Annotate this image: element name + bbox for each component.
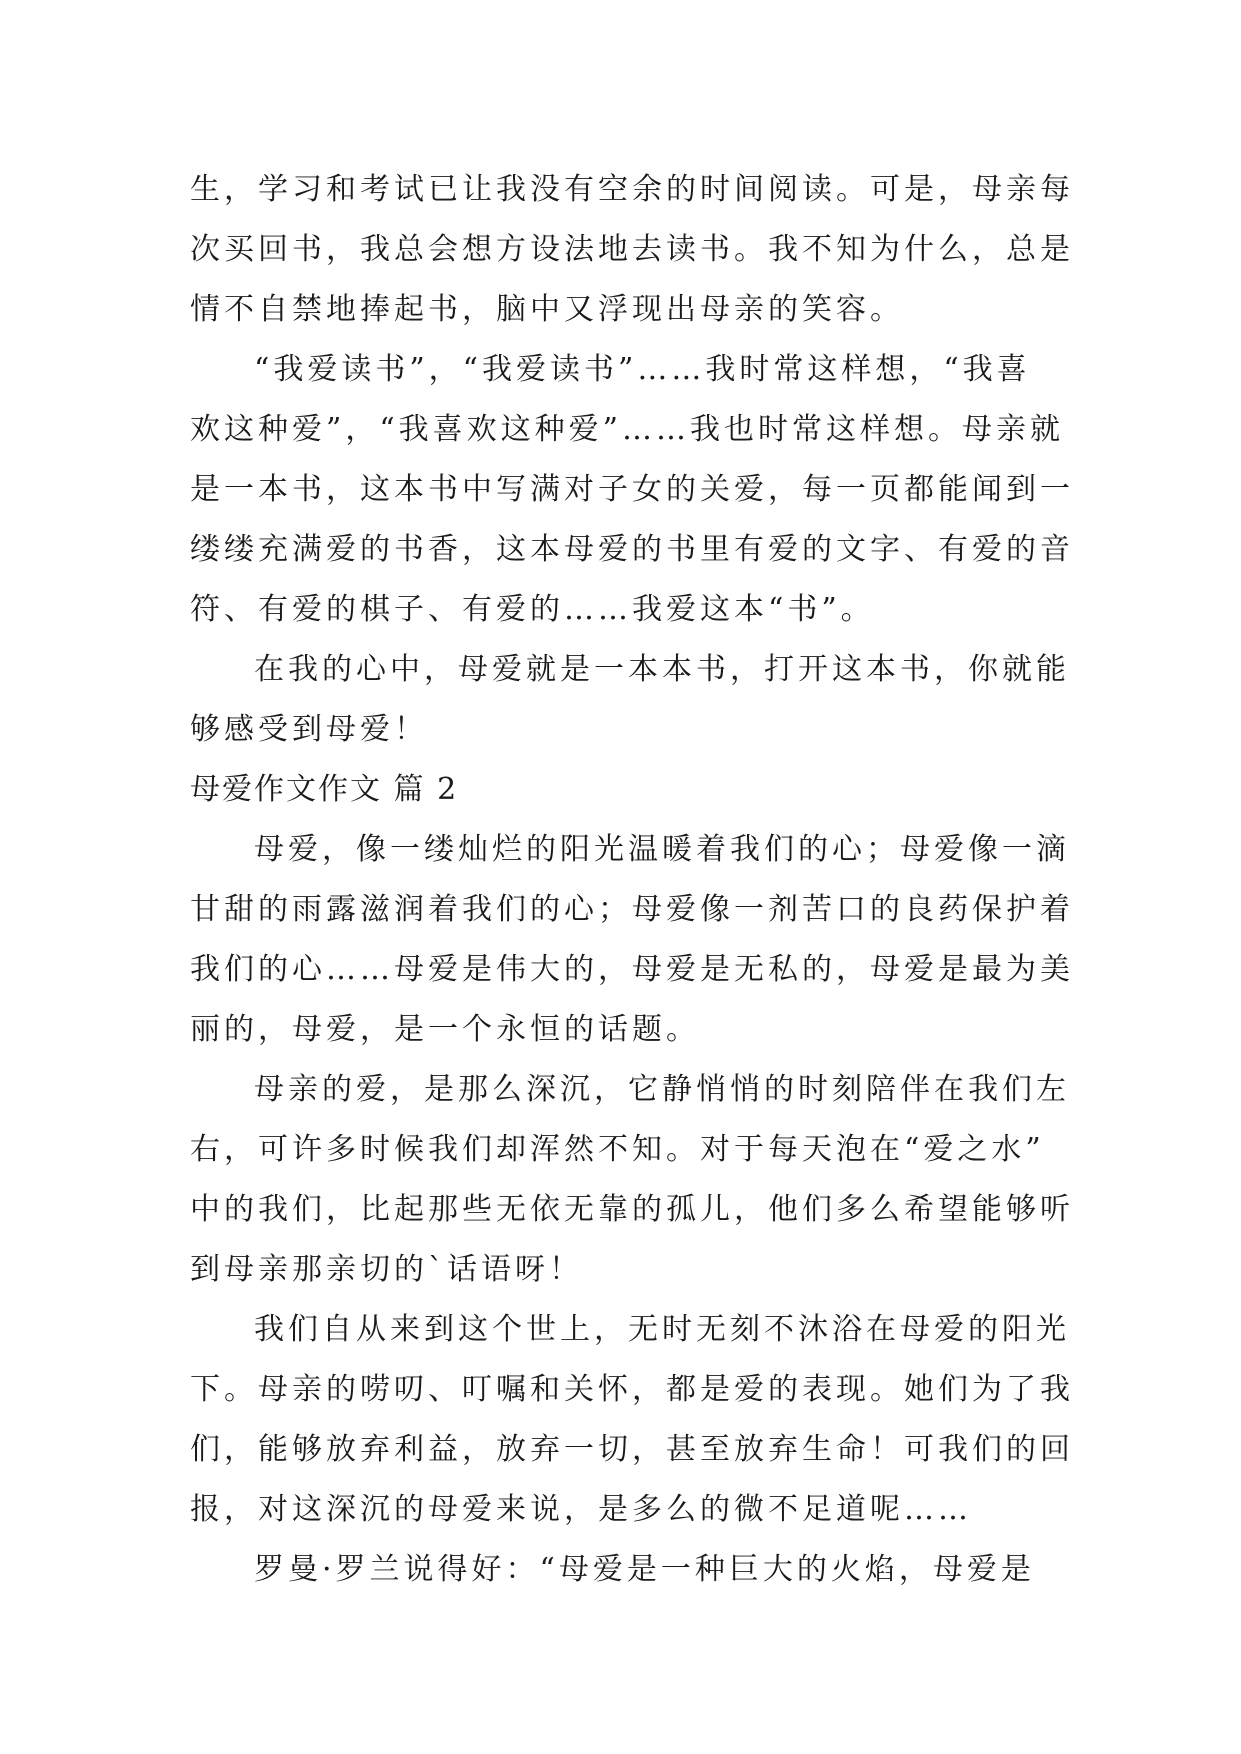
text-line: 生，学习和考试已让我没有空余的时间阅读。可是，母亲每	[190, 172, 1074, 207]
document-body	[190, 160, 1074, 1600]
section-heading: 母爱作文作文 篇 2	[190, 772, 459, 807]
paragraph-start-line: 母爱，像一缕灿烂的阳光温暖着我们的心；母爱像一滴	[254, 832, 1070, 867]
text-line: 右，可许多时候我们却浑然不知。对于每天泡在“爱之水”	[190, 1132, 1045, 1167]
paragraph-start-line: 罗曼·罗兰说得好：“母爱是一种巨大的火焰，母爱是	[254, 1552, 1035, 1587]
text-line: 到母亲那亲切的`话语呀！	[190, 1252, 583, 1287]
text-line: 报，对这深沉的母爱来说，是多么的微不足道呢……	[190, 1492, 972, 1527]
text-line: 情不自禁地捧起书，脑中又浮现出母亲的笑容。	[190, 292, 904, 327]
text-line: 下。母亲的唠叨、叮嘱和关怀，都是爱的表现。她们为了我	[190, 1372, 1074, 1407]
text-line: 符、有爱的棋子、有爱的……我爱这本“书”。	[190, 592, 875, 627]
text-line: 欢这种爱”，“我喜欢这种爱”……我也时常这样想。母亲就	[190, 412, 1065, 447]
text-line: 丽的，母爱，是一个永恒的话题。	[190, 1012, 700, 1047]
text-line: 我们的心……母爱是伟大的，母爱是无私的，母爱是最为美	[190, 952, 1074, 987]
paragraph-start-line: 我们自从来到这个世上，无时无刻不沐浴在母爱的阳光	[254, 1312, 1070, 1347]
paragraph-start-line: 在我的心中，母爱就是一本本书，打开这本书，你就能	[254, 652, 1070, 687]
paragraph-start-line: “我爱读书”，“我爱读书”……我时常这样想，“我喜	[254, 352, 1031, 387]
text-line: 次买回书，我总会想方设法地去读书。我不知为什么，总是	[190, 232, 1074, 267]
text-line: 们，能够放弃利益，放弃一切，甚至放弃生命！可我们的回	[190, 1432, 1074, 1467]
text-line: 中的我们，比起那些无依无靠的孤儿，他们多么希望能够听	[190, 1192, 1074, 1227]
text-line: 甘甜的雨露滋润着我们的心；母爱像一剂苦口的良药保护着	[190, 892, 1074, 927]
paragraph-start-line: 母亲的爱，是那么深沉，它静悄悄的时刻陪伴在我们左	[254, 1072, 1070, 1107]
text-line: 缕缕充满爱的书香，这本母爱的书里有爱的文字、有爱的音	[190, 532, 1074, 567]
text-line: 够感受到母爱！	[190, 712, 428, 747]
text-line: 是一本书，这本书中写满对子女的关爱，每一页都能闻到一	[190, 472, 1074, 507]
